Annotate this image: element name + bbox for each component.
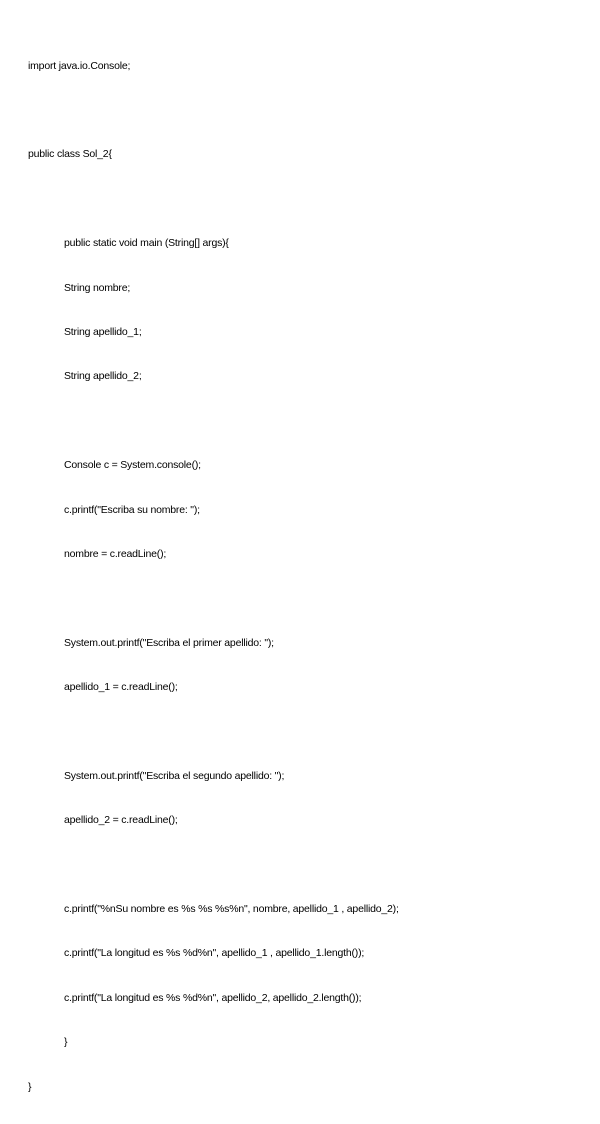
code-line: c.printf("Escriba su nombre: "); [64,503,200,516]
blank-line [28,591,399,606]
code-line: String apellido_2; [64,370,142,383]
code-listing [28,29,399,1124]
code-line: public class Sol_2{ [28,148,112,161]
code-line: import java.io.Console; [28,59,131,72]
code-line: Console c = System.console(); [64,459,201,472]
code-line: c.printf("La longitud es %s %d%n", apellido_2, apellido_2.length()); [64,991,362,1004]
code-line: apellido_2 = c.readLine(); [64,814,178,827]
code-line: } [64,1036,68,1049]
code-line: apellido_1 = c.readLine(); [64,681,178,694]
code-line: nombre = c.readLine(); [64,547,167,560]
code-line: System.out.printf("Escriba el primer apellido: "); [64,636,274,649]
code-line: } [28,1080,32,1093]
blank-line [28,414,399,429]
code-line: c.printf("%nSu nombre es %s %s %s%n", nombre, apellido_1 , apellido_2); [64,903,399,916]
blank-line [28,192,399,207]
code-line: System.out.printf("Escriba el segundo apellido: "); [64,769,285,782]
code-line: c.printf("La longitud es %s %d%n", apellido_1 , apellido_1.length()); [64,947,365,960]
code-line: public static void main (String[] args){ [64,237,229,250]
code-line: String nombre; [64,281,131,294]
code-line: String apellido_1; [64,325,142,338]
blank-line [28,858,399,873]
blank-line [28,103,399,118]
blank-line [28,724,399,739]
